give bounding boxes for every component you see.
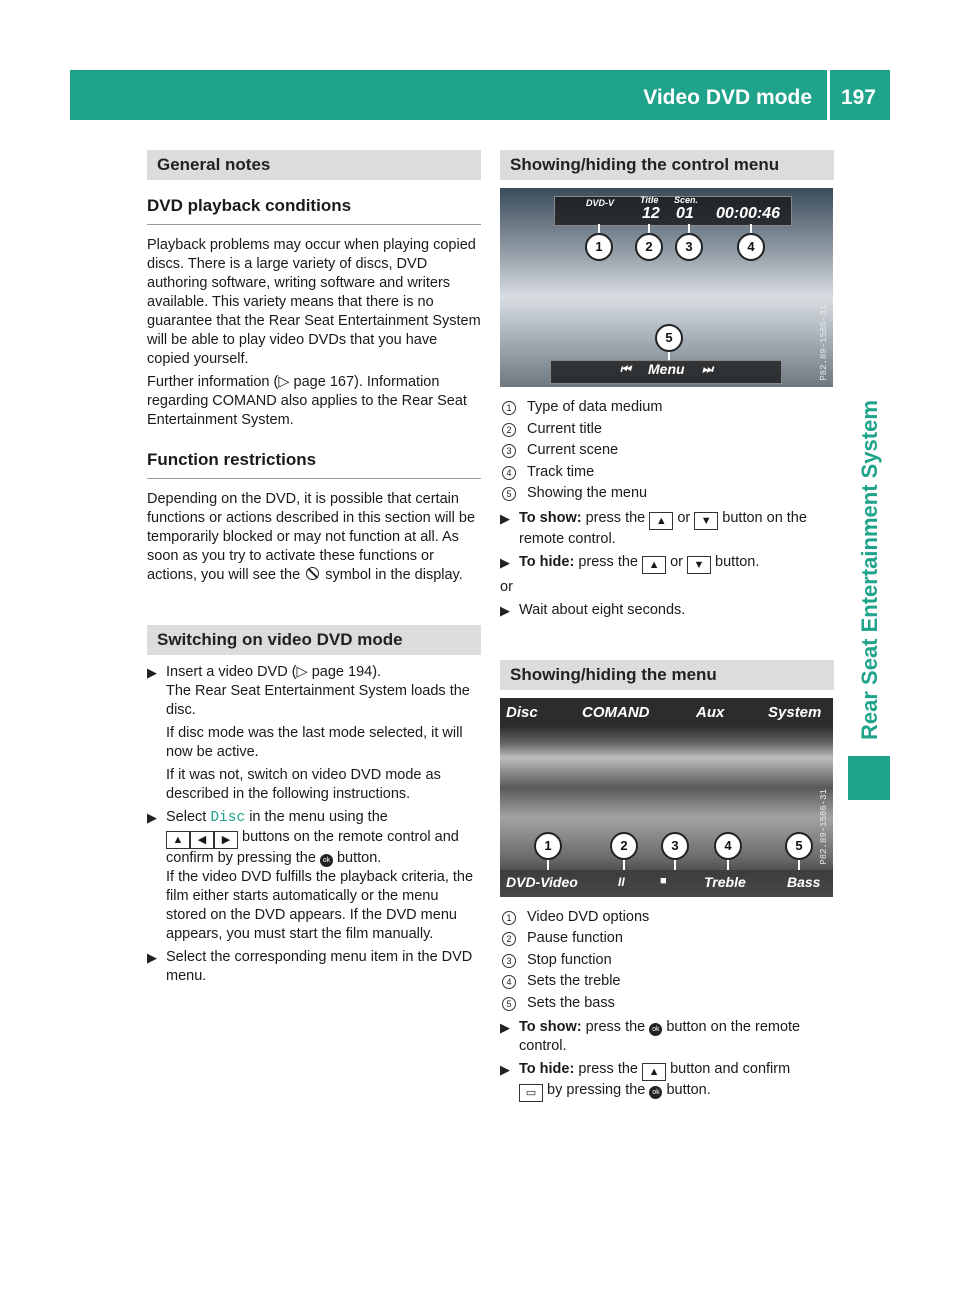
step-text: press the [578,553,638,570]
menu-top-disc: Disc [506,703,538,721]
step-arrow-icon: ▶ [500,1062,510,1077]
step-arrow-icon: ▶ [500,510,510,526]
step-text: Wait about eight seconds. [519,601,686,618]
paragraph-restrictions [147,490,481,585]
left-column [147,150,481,990]
section-heading-switching: Switching on video DVD mode [147,625,481,655]
step-wait [500,601,834,620]
legend-item [500,928,834,950]
image-code: P82.89-1586-31 [819,788,829,865]
legend-num: 4 [502,975,516,989]
legend-num: 2 [502,423,516,437]
title-value: 12 [642,205,660,222]
legend-text: Current title [527,420,602,437]
legend-item [500,397,834,419]
legend-item [500,971,834,993]
menu-bottom-dvd-video: DVD-Video [506,873,578,890]
legend-text: Track time [527,463,595,480]
legend-item [500,419,834,441]
down-key-icon: ▼ [694,512,718,530]
callout-3: 3 [661,832,689,860]
or-text: or [500,578,513,595]
menu-legend [500,907,834,1015]
step-text: Insert a video DVD (▷ page 194). [166,664,382,680]
step-text: button on the remote control. [519,509,807,547]
section-heading-general-notes: General notes [147,150,481,180]
up-key-icon: ▲ [649,512,673,530]
step-text: press the [578,1061,638,1077]
step-show-control-menu [500,509,834,549]
step-text: The Rear Seat Entertainment System loads the disc. [166,683,470,718]
image-code: P82.89-1585-31 [819,305,829,381]
section-heading-control-menu: Showing/hiding the control menu [500,150,834,180]
legend-item [500,907,834,929]
callout-4: 4 [737,233,765,261]
step-arrow-icon: ▶ [500,602,510,618]
legend-item [500,462,834,484]
step-label: To hide: [519,1061,575,1077]
restrictions-text-b: symbol in the display. [325,567,463,583]
side-tab-marker [848,756,890,800]
callout-2: 2 [635,233,663,261]
step-text: Select [166,809,207,825]
step-text: button. [336,850,382,866]
menu-symbol-icon: ▭ [519,1084,543,1102]
step-text: If the video DVD fulfills the playback criteria, the film either starts automatically or the menu stored on the DVD appears. If the DVD menu appears, you must start the film manually. [166,869,474,942]
step-text: button. [666,1082,711,1098]
legend-text: Sets the bass [527,994,615,1011]
legend-item [500,483,834,505]
callout-line [727,860,729,870]
page-title: Video DVD mode [643,86,812,109]
step-text: Select the corresponding menu item in the DVD menu. [166,949,473,984]
next-track-icon: ⏭ [702,362,713,376]
subheading-function-restrictions: Function restrictions [147,446,481,479]
step-text: by pressing the [547,1082,646,1098]
step-text: or [670,553,683,570]
callout-5: 5 [655,324,683,352]
step-label: To show: [519,509,582,526]
step-text: or [677,509,691,526]
step-show-menu [500,1018,834,1056]
step-text: press the [585,509,646,526]
legend-text: Pause function [527,930,623,946]
callout-4: 4 [714,832,742,860]
legend-item [500,440,834,462]
callout-line [798,860,800,870]
menu-bottom-treble: Treble [704,873,746,890]
up-key-icon: ▲ [642,1063,666,1081]
legend-num: 1 [502,911,516,925]
section-heading-menu: Showing/hiding the menu [500,660,834,690]
menu-bottom-pause: II [618,874,625,889]
legend-text: Stop function [527,951,612,968]
left-key-icon: ◀ [190,831,214,849]
callout-1: 1 [534,832,562,860]
legend-text: Video DVD options [527,908,650,925]
header-divider [827,70,830,120]
callout-1: 1 [585,233,613,261]
prev-track-icon: ⏮ [620,362,631,376]
paragraph-playback: Playback problems may occur when playing copied discs. There is a large variety of discs, DVD authoring software, writing software and writers available. This variety means that there is no guarantee that the Rear Seat Entertainment System will be able to play video DVDs that you have copied yourself. [147,237,481,367]
scene-value: 01 [676,205,694,222]
title-label: Title [640,195,659,205]
up-key-icon: ▲ [642,556,666,574]
menu-bottom-stop: ■ [660,874,667,887]
side-tab-label: Rear Seat Entertainment System [857,400,882,740]
callout-line [623,860,625,870]
step-select-menu-item [147,948,481,986]
legend-num: 5 [502,487,516,501]
menu-top-comand: COMAND [582,703,650,721]
step-text: If disc mode was the last mode selected, it will now be active. [166,725,463,760]
legend-num: 3 [502,444,516,458]
step-label: To hide: [519,553,575,570]
step-arrow-icon: ▶ [147,665,157,680]
right-key-icon: ▶ [214,831,238,849]
legend-num: 5 [502,997,516,1011]
step-text: If it was not, switch on video DVD mode as described in the following instructions. [166,767,441,802]
step-text: button and confirm [670,1061,791,1077]
paragraph-further-info: Further information (▷ page 167). Information regarding COMAND also applies to the Rear Seat Entertainment System. [147,374,467,428]
menu-top-system: System [768,703,822,721]
ok-button-icon: ok [649,1023,662,1036]
step-arrow-icon: ▶ [500,1020,510,1035]
restrictions-text-a: Depending on the DVD, it is possible that certain functions or actions described in this section will be temporarily blocked or may not function at all. As soon as you try to activate these functions or actions, you will see the [147,491,476,583]
page-number: 197 [840,86,876,109]
disc-menu-item: Disc [210,810,246,826]
legend-text: Type of data medium [527,399,663,415]
control-menu-image [500,188,833,387]
step-text: button. [715,553,760,570]
step-text: in the menu using the [249,809,388,825]
callout-3: 3 [675,233,703,261]
step-label: To show: [519,1019,582,1035]
step-hide-control-menu [500,553,834,574]
step-arrow-icon: ▶ [147,950,157,965]
menu-bottom-bass: Bass [787,873,821,890]
callout-5: 5 [785,832,813,860]
legend-num: 4 [502,466,516,480]
legend-text: Current scene [527,442,619,458]
dvd-label: DVD-V [586,198,615,208]
callout-2: 2 [610,832,638,860]
legend-num: 2 [502,932,516,946]
menu-top-aux: Aux [696,703,725,721]
menu-image [500,698,833,897]
control-menu-legend [500,397,834,505]
ok-button-icon: ok [320,854,333,867]
blocked-symbol-icon [306,567,319,580]
legend-text: Sets the treble [527,973,621,989]
menu-label: Menu [648,361,685,377]
header-bar [70,70,890,120]
legend-item [500,950,834,972]
ok-button-icon: ok [649,1086,662,1099]
step-insert-dvd [147,663,481,804]
side-tab [848,120,890,750]
step-hide-menu [500,1060,834,1102]
legend-item [500,993,834,1015]
legend-text: Showing the menu [527,485,648,501]
step-arrow-icon: ▶ [147,810,157,825]
subheading-dvd-playback: DVD playback conditions [147,192,481,225]
callout-line [547,860,549,870]
step-arrow-icon: ▶ [500,554,510,570]
legend-num: 3 [502,954,516,968]
step-select-disc [147,808,481,944]
right-column [500,150,834,1106]
scene-label: Scen. [674,195,699,205]
time-value: 00:00:46 [716,205,781,222]
callout-line [674,860,676,870]
down-key-icon: ▼ [687,556,711,574]
legend-num: 1 [502,401,516,415]
step-text: press the [585,1019,646,1035]
step-text: buttons on the remote control and confirm by pressing the [166,829,459,866]
step-text: button on the remote control. [519,1019,801,1054]
up-key-icon: ▲ [166,831,190,849]
